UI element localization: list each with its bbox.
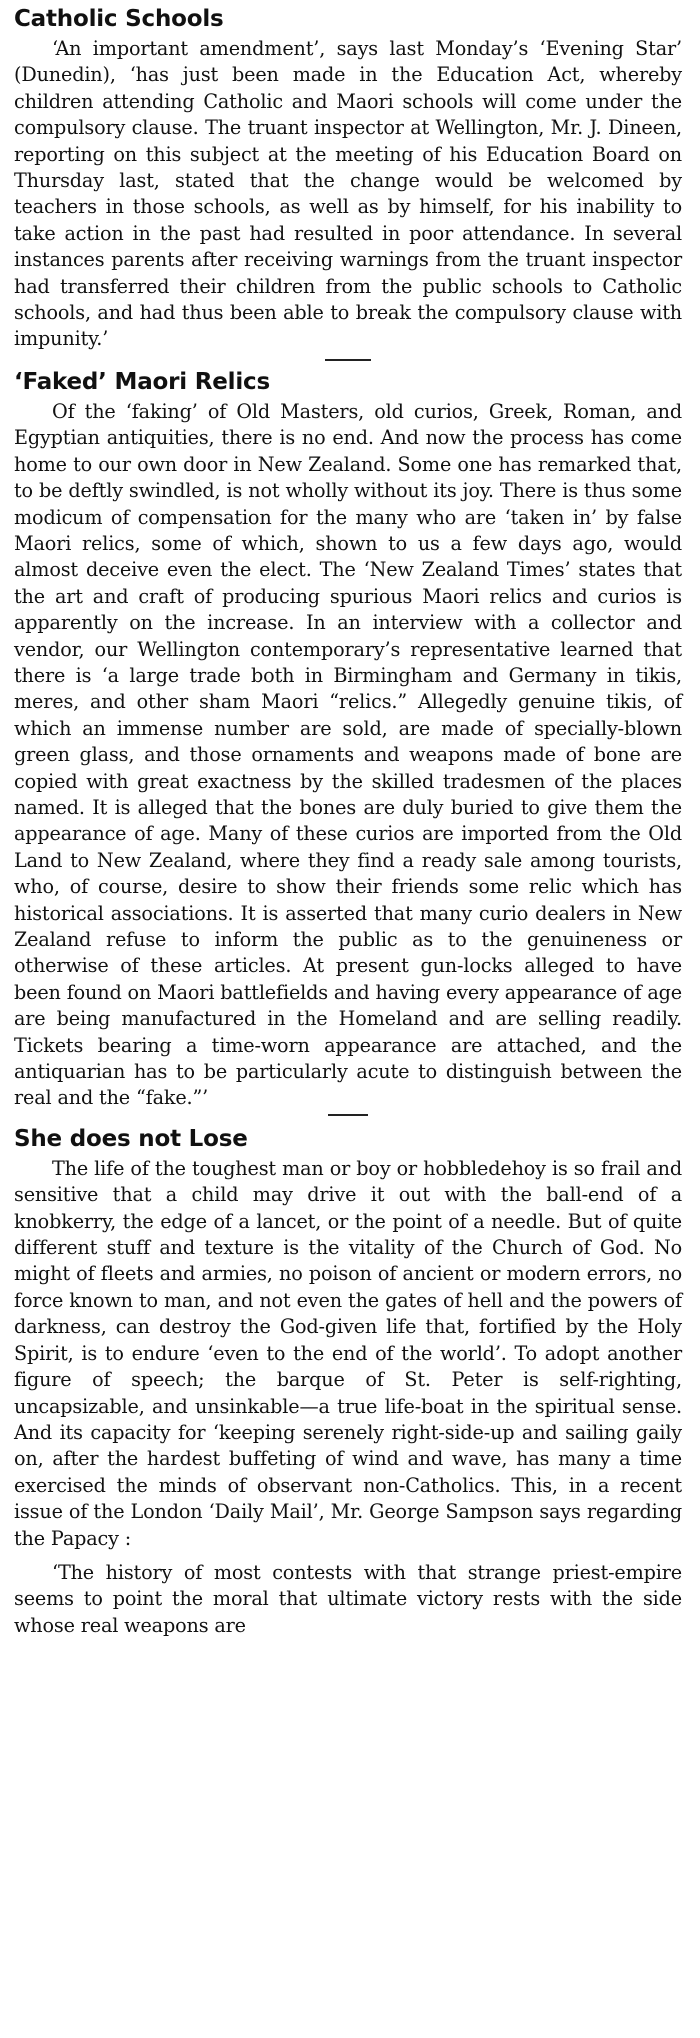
article-catholic-schools	[14, 2, 682, 353]
article-paragraph: Of the ‘faking’ of Old Masters, old curios, Greek, Roman, and Egyptian antiquities, there is no end. And now the process has come home to our own door in New Zealand. Some one has remarked that, to be deftly swindled, is not wholly without its joy. There is thus some modicum of compensation for the many who are ‘taken in’ by false Maori relics, some of which, shown to us a few days ago, would almost deceive even the elect. The ‘New Zealand Times’ states that the art and craft of producing spurious Maori relics and curios is apparently on the increase. In an interview with a collector and vendor, our Wellington contemporary’s representative learned that there is ‘a large trade both in Birmingham and Germany in tikis, meres, and other sham Maori “relics.” Allegedly genuine tikis, of which an immense number are sold, are made of specially-blown green glass, and those ornaments and weapons made of bone are copied with great exactness by the skilled tradesmen of the places named. It is alleged that the bones are duly buried to give them the appearance of age. Many of these curios are imported from the Old Land to New Zealand, where they find a ready sale among tourists, who, of course, desire to show their friends some relic which has historical associations. It is asserted that many curio dealers in New Zealand refuse to inform the public as to the genuineness or otherwise of these articles. At present gun-locks alleged to have been found on Maori battlefields and having every appearance of age are being manufactured in the Homeland and are selling readily. Tickets bearing a time-worn appearance are attached, and the antiquarian has to be particularly acute to distinguish between the real and the “fake.”’	[14, 399, 682, 1110]
section-divider	[325, 359, 371, 361]
article-she-does-not-lose	[14, 1122, 682, 1639]
article-quote-paragraph: ‘The history of most contests with that strange priest-empire seems to point the moral that ultimate victory rests with the side whose real weapons are	[14, 1560, 682, 1637]
article-paragraph: The life of the toughest man or boy or hobbledehoy is so frail and sensitive that a child may drive it out with the ball-end of a knobkerry, the edge of a lancet, or the point of a needle. But of quite different stuff and texture is the vitality of the Church of God. No might of fleets and armies, no poison of ancient or modern errors, no force known to man, and not even the gates of hell and the powers of darkness, can destroy the God-given life that, fortified by the Holy Spirit, is to endure ‘even to the end of the world’. To adopt another figure of speech; the barque of St. Peter is self-righting, uncapsizable, and unsinkable—a true life-boat in the spiritual sense. And its capacity for ‘keeping serenely right-side-up and sailing gaily on, after the hardest buffeting of wind and wave, has many a time exercised the minds of observant non-Catholics. This, in a recent issue of the London ‘Daily Mail’, Mr. George Sampson says regarding the Papacy :	[14, 1156, 682, 1550]
article-paragraph: ‘An important amendment’, says last Monday’s ‘Evening Star’ (Dunedin), ‘has just been made in the Education Act, whereby children attending Catholic and Maori schools will come under the compulsory clause. The truant inspector at Wellington, Mr. J. Dineen, reporting on this subject at the meeting of his Education Board on Thursday last, stated that the change would be welcomed by teachers in those schools, as well as by himself, for his inability to take action in the past had resulted in poor attendance. In several instances parents after receiving warnings from the truant inspector had transferred their children from the public schools to Catholic schools, and had thus been able to break the compulsory clause with impunity.’	[14, 37, 682, 351]
article-heading: ‘Faked’ Maori Relics	[14, 368, 270, 395]
section-divider	[328, 1114, 368, 1116]
article-heading: Catholic Schools	[14, 6, 224, 32]
article-heading: She does not Lose	[14, 1125, 248, 1152]
article-faked-maori-relics	[14, 365, 682, 1112]
